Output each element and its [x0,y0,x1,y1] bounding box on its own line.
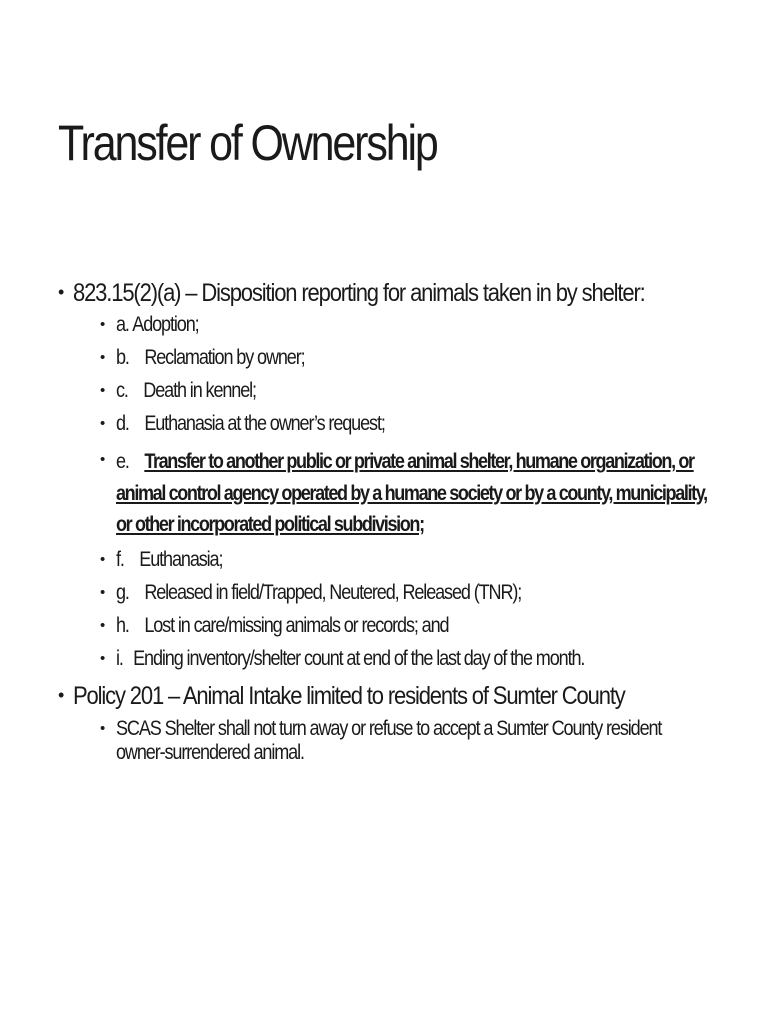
policy-list [73,717,708,765]
item-text: Euthanasia at the owner’s request; [144,412,385,435]
item-letter: f. [116,547,124,571]
item-letter: d. [116,412,129,435]
item-letter: a. [116,313,129,336]
list-item-emphasized [88,446,708,541]
bullet-dot-icon: • [100,719,104,737]
item-text: Lost in care/missing animals or records; and [144,613,449,637]
slide-title: Transfer of Ownership [58,115,437,171]
item-text: Death in kennel; [143,379,256,402]
bullet-list [58,278,708,765]
list-item [88,549,708,570]
list-item [88,717,708,765]
bullet-dot-icon: • [100,316,104,333]
bullet-dot-icon: • [100,382,104,399]
item-text: Reclamation by owner; [144,346,305,369]
item-text: Euthanasia; [139,547,223,571]
item-text: Released in field/Trapped, Neutered, Released (TNR); [144,580,522,604]
item-letter: e. [116,450,129,473]
bullet-dot-icon: • [100,583,104,601]
list-item [88,615,708,636]
bullet-dot-icon: • [100,550,104,568]
bullet-dot-icon: • [100,451,104,468]
bullet-dot-icon: • [58,684,64,705]
list-item [88,347,708,368]
bullet-dot-icon: • [100,349,104,366]
item-text: SCAS Shelter shall not turn away or refuse to accept a Sumter County resident owner-surrendered animal. [116,716,662,764]
list-item [88,314,708,335]
item-letter: h. [116,613,129,637]
item-letter: c. [116,379,128,402]
list-item [88,380,708,401]
list-item [88,413,708,434]
section-heading: 823.15(2)(a) – Disposition reporting for animals taken in by shelter: [73,279,645,307]
disposition-list [73,314,708,669]
item-letter: b. [116,346,129,369]
section-disposition [58,278,708,669]
item-letter: i. [116,646,123,670]
item-text: Adoption; [132,313,199,336]
item-letter: g. [116,580,129,604]
item-text-emphasized: Transfer to another public or private animal shelter, humane organization, or animal control agency operated by a humane society or by a county, municipality, or other incorporated political subdivision; [116,450,707,536]
section-heading: Policy 201 – Animal Intake limited to residents of Sumter County [73,681,625,710]
item-text: Ending inventory/shelter count at end of the last day of the month. [133,646,585,670]
slide-content [58,278,708,777]
bullet-dot-icon: • [100,415,104,432]
bullet-dot-icon: • [100,649,104,667]
bullet-dot-icon: • [58,282,64,302]
list-item [88,582,708,603]
section-policy [58,681,708,765]
list-item [88,648,708,669]
bullet-dot-icon: • [100,616,104,634]
